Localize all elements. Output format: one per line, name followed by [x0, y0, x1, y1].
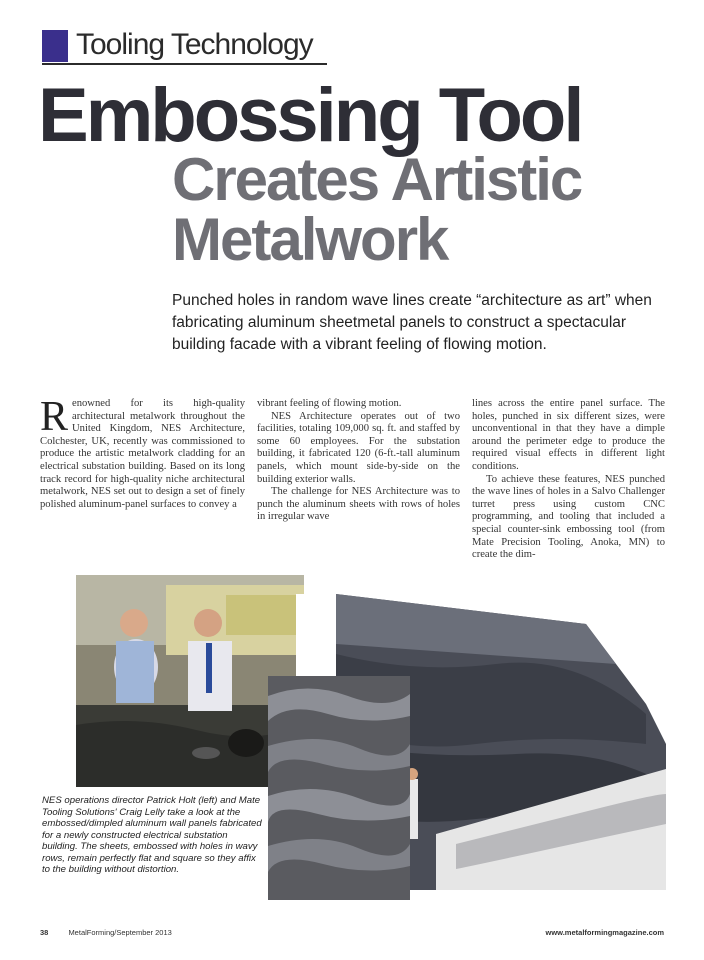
- drop-cap: R: [40, 394, 69, 440]
- body-column-2: [257, 398, 460, 524]
- deck-subhead: Punched holes in random wave lines create “architecture as art” when fabricating aluminum sheetmetal panels to construct a spectacular building facade with a vibrant feeling of flowing motion.: [172, 292, 652, 353]
- panel-closeup-photo: [268, 676, 410, 900]
- photo-caption: NES operations director Patrick Holt (left) and Mate Tooling Solutions' Craig Lelly take a look at the embossed/dimpled aluminum wall panels fabricated for a newly constructed electrical substation building. The sheets, embossed with holes in wavy rows, remain perfectly flat and square so they affix to the building without distortion.: [42, 795, 262, 875]
- body-paragraph: To achieve these features, NES punched the wave lines of holes in a Salvo Challenger turret press using custom CNC programming, and tooling that included a special counter-sink embossing tool (from Mate Precision Tooling, Anoka, MN) to create the dim-: [472, 473, 665, 561]
- body-paragraph: The challenge for NES Architecture was to punch the aluminum sheets with rows of holes in irregular wave: [257, 486, 460, 523]
- section-title: Tooling Technology: [76, 28, 313, 61]
- footer-left: [40, 928, 172, 937]
- body-paragraph: NES Architecture operates out of two facilities, totaling 109,000 sq. ft. and staffed by some 60 employees. For the substation building, it fabricated 120 (6-ft.-tall aluminum panels, which mount side-by-side on the building exterior walls.: [257, 410, 460, 485]
- body-column-1: [40, 394, 245, 511]
- footer-url: www.metalformingmagazine.com: [545, 928, 664, 937]
- page-number: 38: [40, 928, 49, 937]
- section-color-bar: [42, 30, 68, 62]
- headline-line-2: Creates Artistic: [172, 146, 582, 213]
- section-rule: [42, 63, 327, 65]
- headline-line-3: Metalwork: [172, 206, 448, 273]
- panel-closeup-art: [268, 676, 410, 900]
- headline-line-1: Embossing Tool: [38, 73, 582, 158]
- body-paragraph: enowned for its high-quality architectural metalwork throughout the United Kingdom, NES Architecture, Colchester, UK, recently was commissioned to produce the artistic metalwork cladding for an electrical substation building. Based on its long track record for high-quality niche architectural metalwork, NES set out to design a set of finely polished aluminum-panel surfaces to convey a: [40, 398, 245, 510]
- body-paragraph: vibrant feeling of flowing motion.: [257, 398, 402, 409]
- body-column-3: [472, 398, 665, 562]
- body-paragraph: lines across the entire panel surface. The holes, punched in six different sizes, were unconventional in that they have a dimple around the perimeter edge to produce the required visual effects in different light conditions.: [472, 398, 665, 472]
- publication-issue: MetalForming/September 2013: [68, 928, 172, 937]
